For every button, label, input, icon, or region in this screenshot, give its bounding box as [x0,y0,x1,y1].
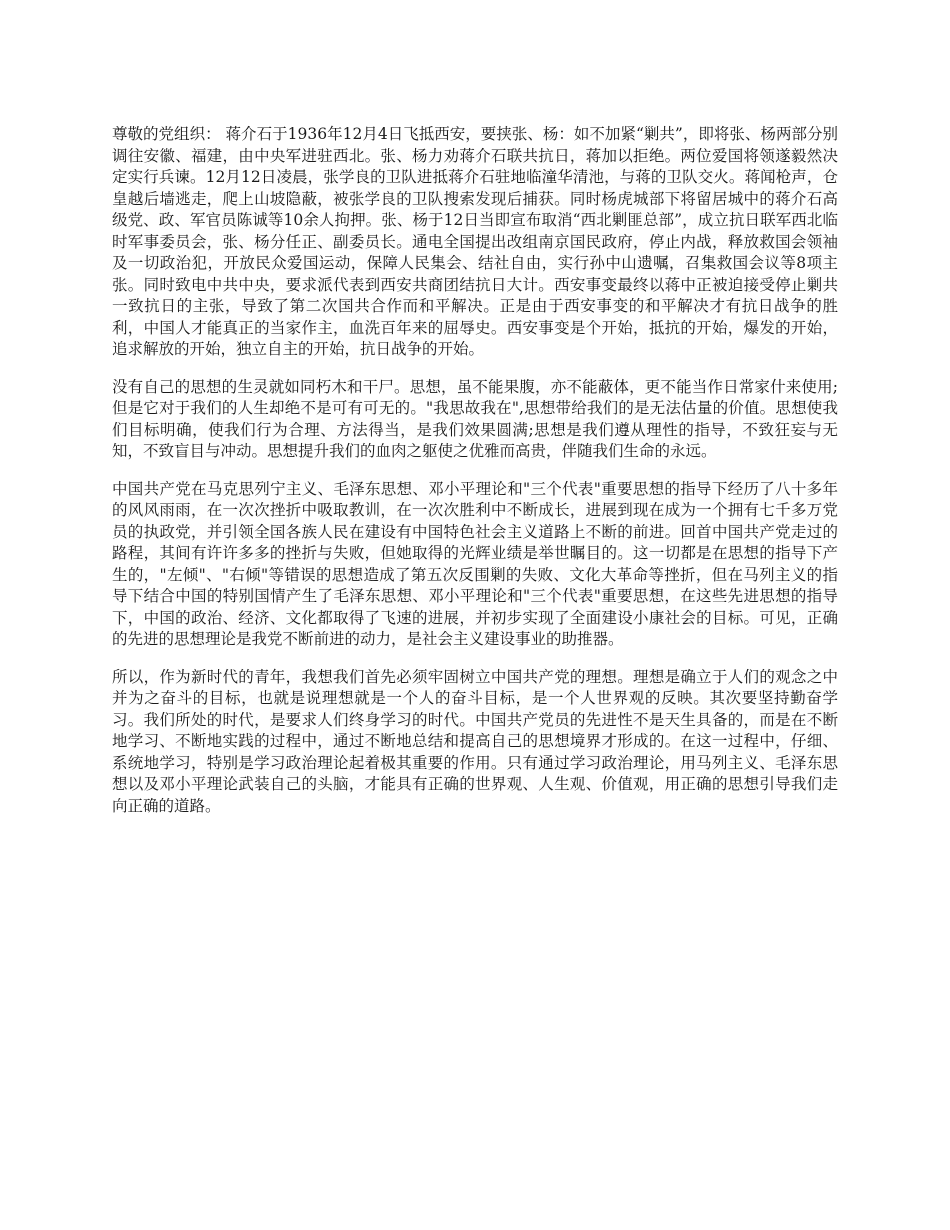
paragraph-2: 没有自己的思想的生灵就如同朽木和干尸。思想，虽不能果腹，亦不能蔽体，更不能当作日常家什来使用;但是它对于我们的人生却绝不是可有可无的。"我思故我在",思想带给我们的是无法估量的价值。思想使我们目标明确，使我们行为合理、方法得当，是我们效果圆满;思想是我们遵从理性的指导，不致狂妄与无知，不致盲目与冲动。思想提升我们的血肉之躯使之优雅而高贵，伴随我们生命的永远。 [112,377,838,460]
paragraph-3: 中国共产党在马克思列宁主义、毛泽东思想、邓小平理论和"三个代表"重要思想的指导下经历了八十多年的风风雨雨，在一次次挫折中吸取教训，在一次次胜利中不断成长，进展到现在成为一个拥有七千多万党员的执政党，并引领全国各族人民在建设有中国特色社会主义道路上不断的前进。回首中国共产党走过的路程，其间有许许多多的挫折与失败，但她取得的光辉业绩是举世瞩目的。这一切都是在思想的指导下产生的，"左倾"、"右倾"等错误的思想造成了第五次反围剿的失败、文化大革命等挫折，但在马列主义的指导下结合中国的特别国情产生了毛泽东思想、邓小平理论和"三个代表"重要思想，在这些先进思想的指导下，中国的政治、经济、文化都取得了飞速的进展，并初步实现了全面建设小康社会的目标。可见，正确的先进的思想理论是我党不断前进的动力，是社会主义建设事业的助推器。 [112,479,838,648]
paragraph-1: 尊敬的党组织： 蒋介石于1936年12月4日飞抵西安，要挟张、杨：如不加紧“剿共”，即将张、杨两部分别调往安徽、福建，由中央军进驻西北。张、杨力劝蒋介石联共抗日，蒋加以拒绝。两位爱国将领遂毅然决定实行兵谏。12月12日凌晨，张学良的卫队进抵蒋介石驻地临潼华清池，与蒋的卫队交火。蒋闻枪声，仓皇越后墙逃走，爬上山坡隐蔽，被张学良的卫队搜索发现后捕获。同时杨虎城部下将留居城中的蒋介石高级党、政、军官员陈诚等10余人拘押。张、杨于12日当即宣布取消“西北剿匪总部”，成立抗日联军西北临时军事委员会，张、杨分任正、副委员长。通电全国提出改组南京国民政府，停止内战，释放救国会领袖及一切政治犯，开放民众爱国运动，保障人民集会、结社自由，实行孙中山遗嘱，召集救国会议等8项主张。同时致电中共中央，要求派代表到西安共商团结抗日大计。西安事变最终以蒋中正被迫接受停止剿共一致抗日的主张，导致了第二次国共合作而和平解决。正是由于西安事变的和平解决才有抗日战争的胜利，中国人才能真正的当家作主，血洗百年来的屈辱史。西安事变是个开始，抵抗的开始，爆发的开始，追求解放的开始，独立自主的开始，抗日战争的开始。 [112,125,838,358]
paragraph-4: 所以，作为新时代的青年，我想我们首先必须牢固树立中国共产党的理想。理想是确立于人们的观念之中并为之奋斗的目标，也就是说理想就是一个人的奋斗目标，是一个人世界观的反映。其次要坚持勤奋学习。我们所处的时代，是要求人们终身学习的时代。中国共产党员的先进性不是天生具备的，而是在不断地学习、不断地实践的过程中，通过不断地总结和提高自己的思想境界才形成的。在这一过程中，仔细、系统地学习，特别是学习政治理论起着极其重要的作用。只有通过学习政治理论，用马列主义、毛泽东思想以及邓小平理论武装自己的头脑，才能具有正确的世界观、人生观、价值观，用正确的思想引导我们走向正确的道路。 [112,667,838,815]
document-body [112,124,838,833]
